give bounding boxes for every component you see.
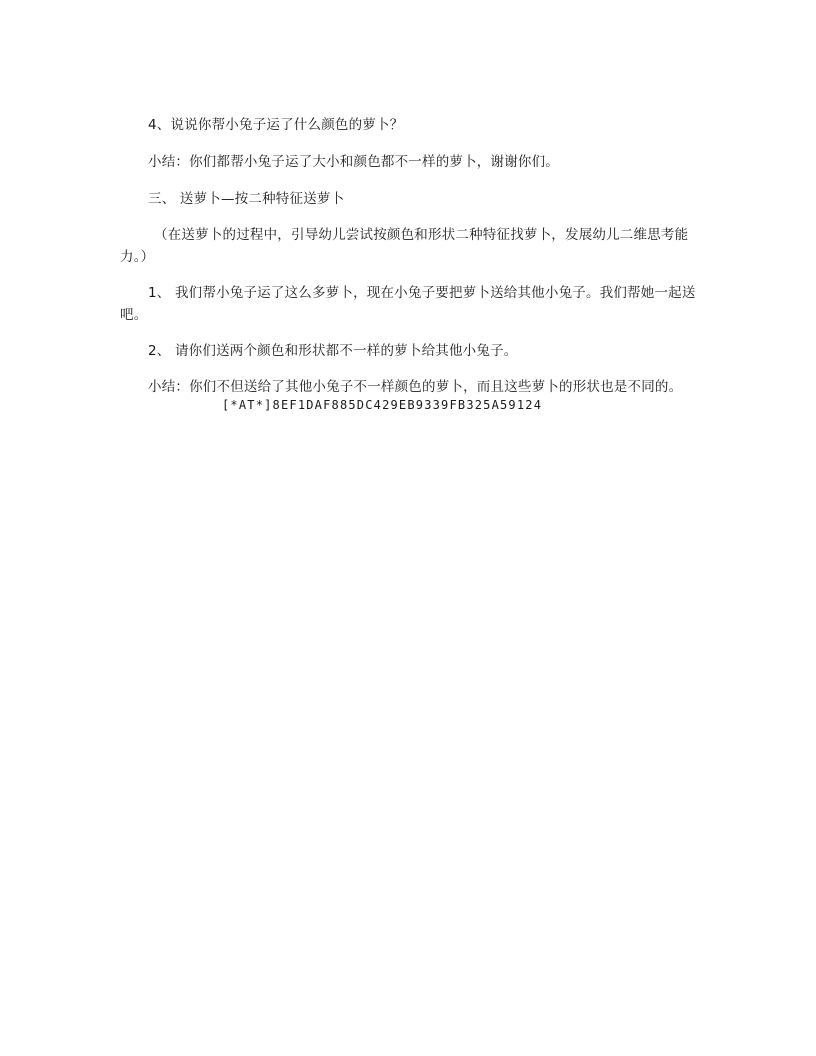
document-code-line: [*AT*]8EF1DAF885DC429EB9339FB325A59124: [222, 398, 543, 412]
paragraph-summary-1: 小结：你们都帮小兔子运了大小和颜色都不一样的萝卜，谢谢你们。: [148, 154, 559, 170]
document-body: [120, 114, 700, 412]
paragraph-step-1: 1、 我们帮小兔子运了这么多萝卜，现在小兔子要把萝卜送给其他小兔子。我们帮她一起送吧。: [120, 285, 696, 323]
paragraph-question-4: 4、说说你帮小兔子运了什么颜色的萝卜？: [148, 117, 404, 133]
section-heading-3: 三、 送萝卜—按二种特征送萝卜: [148, 191, 345, 207]
paragraph-step-2: 2、 请你们送两个颜色和形状都不一样的萝卜给其他小兔子。: [148, 343, 518, 359]
paragraph-note: （在送萝卜的过程中，引导幼儿尝试按颜色和形状二种特征找萝卜，发展幼儿二维思考能力。）: [120, 227, 689, 265]
paragraph-summary-2: 小结：你们不但送给了其他小兔子不一样颜色的萝卜，而且这些萝卜的形状也是不同的。: [148, 379, 683, 395]
